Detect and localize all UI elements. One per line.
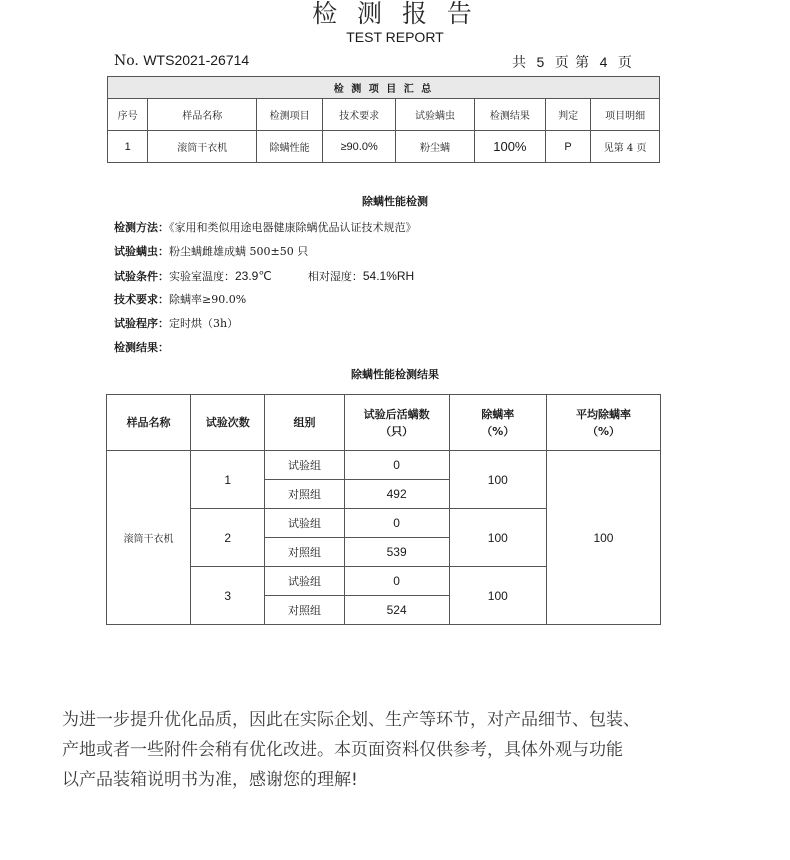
result-cell-count: 524: [344, 596, 449, 625]
result-cell-group: 对照组: [265, 480, 344, 509]
test-mite: [114, 245, 308, 259]
report-title-en: TEST REPORT: [346, 29, 444, 45]
summary-col-header: 序号: [108, 99, 148, 131]
page-total: 5: [536, 54, 546, 70]
result-cell-group: 对照组: [265, 538, 344, 567]
summary-col-header: 检测结果: [474, 99, 545, 131]
result-cell-trial-num: 3: [191, 567, 265, 625]
result-cell-count: 0: [344, 451, 449, 480]
summary-table-title: 检 测 项 目 汇 总: [108, 77, 660, 99]
test-requirement-label: 技术要求：: [114, 293, 169, 306]
mite-test-title: 除螨性能检测: [362, 195, 428, 208]
test-mite-value: 粉尘螨雌雄成螨 500±50 只: [169, 245, 309, 258]
summary-col-header: 项目明细: [591, 99, 660, 131]
page-unit: 页: [554, 55, 570, 71]
result-cell-count: 539: [344, 538, 449, 567]
result-cell-average: 100: [546, 451, 660, 625]
summary-cell-detail: 见第 4 页: [591, 131, 660, 163]
result-cell-sample: 滚筒干衣机: [107, 451, 191, 625]
result-header-rate-line2: （%）: [481, 424, 515, 438]
result-header-live-mites: [344, 395, 449, 451]
test-requirement-value: 除螨率≥90.0%: [169, 293, 247, 306]
test-result-label: 检测结果：: [114, 341, 169, 354]
result-cell-count: 0: [344, 509, 449, 538]
report-number-prefix: No.: [114, 53, 139, 69]
summary-cell-item: 除螨性能: [257, 131, 323, 163]
result-header-average: [546, 395, 660, 451]
disclaimer-line: 产地或者一些附件会稍有优化改进。本页面资料仅供参考，具体外观与功能: [62, 740, 623, 760]
summary-col-header: 检测项目: [257, 99, 323, 131]
test-method-label: 检测方法：: [114, 221, 169, 234]
temperature-value: 23.9℃: [235, 269, 272, 283]
summary-cell-sample: 滚筒干衣机: [148, 131, 257, 163]
test-procedure-value: 定时烘（3h）: [169, 317, 239, 330]
result-header-average-line2: （%）: [586, 424, 620, 438]
result-cell-count: 492: [344, 480, 449, 509]
humidity-label: 相对湿度：: [307, 270, 363, 283]
result-cell-group: 试验组: [265, 567, 344, 596]
report-number: [114, 52, 249, 69]
page-total-label: 共: [512, 55, 527, 71]
result-header-rate-line1: 除螨率: [481, 407, 515, 421]
page-current-label: 第: [575, 55, 591, 71]
result-cell-count: 0: [344, 567, 449, 596]
result-header-trials: 试验次数: [191, 395, 265, 451]
summary-table: [107, 76, 660, 163]
summary-cell-result: 100%: [474, 131, 545, 163]
result-header-average-line1: 平均除螨率: [575, 407, 631, 421]
test-mite-label: 试验螨虫：: [114, 245, 169, 258]
temperature-label: 实验室温度：: [169, 270, 235, 283]
result-cell-group: 试验组: [265, 451, 344, 480]
result-cell-rate: 100: [449, 451, 546, 509]
result-cell-group: 试验组: [265, 509, 344, 538]
test-method: [114, 221, 417, 235]
test-conditions-label: 试验条件：: [114, 270, 169, 283]
result-header-live-mites-line2: （只）: [380, 424, 414, 438]
summary-cell-index: 1: [108, 131, 148, 163]
page-current: 4: [599, 54, 609, 70]
test-result: [114, 341, 169, 355]
page-current-unit: 页: [617, 55, 633, 71]
test-procedure: [114, 317, 238, 331]
disclaimer-line: 以产品装箱说明书为准，感谢您的理解!: [62, 770, 358, 790]
result-cell-group: 对照组: [265, 596, 344, 625]
summary-col-header: 样品名称: [148, 99, 257, 131]
result-cell-trial-num: 1: [191, 451, 265, 509]
result-header-group: 组别: [265, 395, 344, 451]
humidity-value: 54.1%RH: [362, 269, 415, 283]
result-table-title: 除螨性能检测结果: [351, 368, 439, 381]
test-method-value: 《家用和类似用途电器健康除螨优品认证技术规范》: [169, 221, 417, 234]
result-header-rate: [449, 395, 546, 451]
report-number-value: WTS2021-26714: [143, 52, 250, 68]
result-table: [106, 394, 661, 625]
test-conditions: [114, 269, 414, 284]
summary-col-header: 判定: [545, 99, 590, 131]
summary-cell-mite: 粉尘螨: [396, 131, 475, 163]
result-header-live-mites-line1: 试验后活螨数: [363, 407, 430, 421]
disclaimer-line: 为进一步提升优化品质，因此在实际企划、生产等环节，对产品细节、包装、: [62, 710, 640, 730]
result-header-sample: 样品名称: [107, 395, 191, 451]
summary-cell-verdict: P: [545, 131, 590, 163]
test-procedure-label: 试验程序：: [114, 317, 169, 330]
summary-cell-requirement: ≥90.0%: [323, 131, 396, 163]
report-title-cn: 检 测 报 告: [312, 0, 478, 28]
disclaimer: [62, 705, 742, 795]
page-indicator: [512, 52, 633, 72]
summary-col-header: 试验螨虫: [396, 99, 475, 131]
result-cell-rate: 100: [449, 509, 546, 567]
result-cell-rate: 100: [449, 567, 546, 625]
test-requirement: [114, 293, 246, 307]
summary-col-header: 技术要求: [323, 99, 396, 131]
result-cell-trial-num: 2: [191, 509, 265, 567]
